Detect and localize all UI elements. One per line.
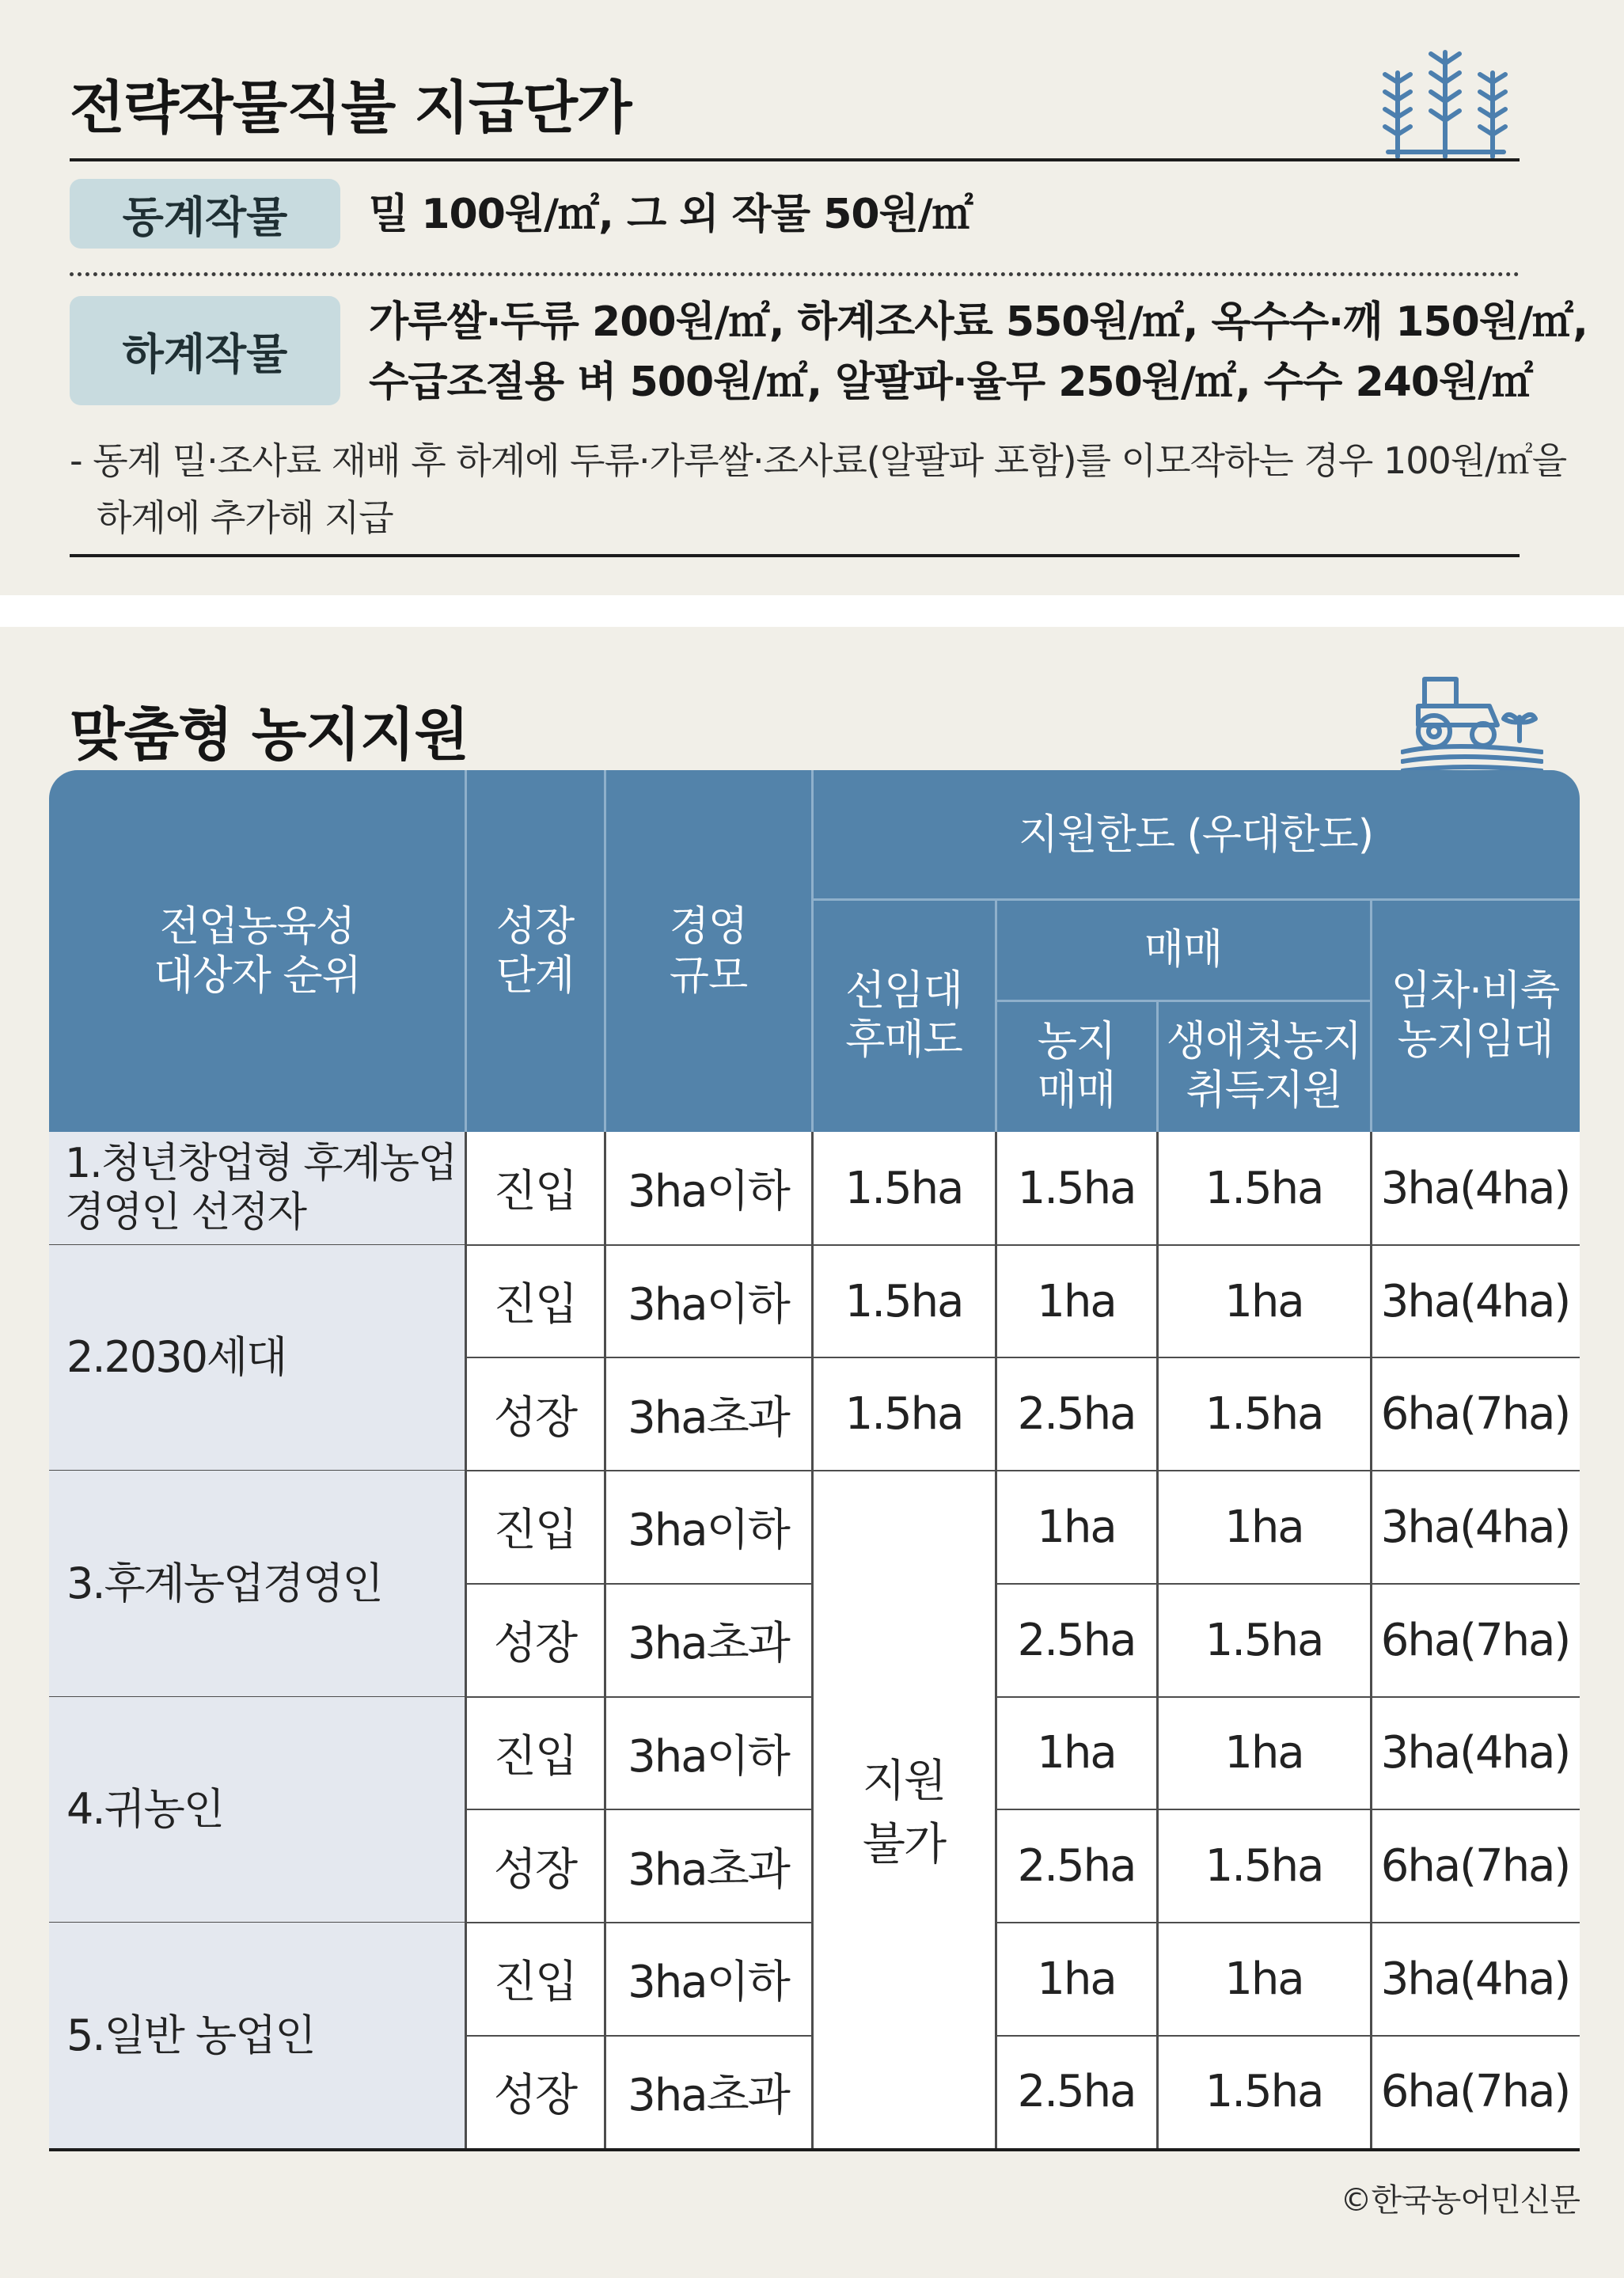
header-support-limit: 지원한도 (우대한도) [1019, 811, 1373, 859]
farmland-sale-cell: 2.5ha [1017, 1388, 1136, 1441]
farmland-sale-cell: 2.5ha [1017, 2066, 1136, 2118]
stage-cell: 진입 [493, 1730, 577, 1783]
header-stage: 성장 단계 [495, 902, 575, 1000]
header-scale: 경영 규모 [669, 902, 748, 1000]
row-divider [996, 1357, 1580, 1358]
farmland-sale-cell: 1.5ha [1017, 1162, 1136, 1214]
scale-cell: 3ha이하 [628, 1505, 789, 1557]
stage-cell: 성장 [493, 1391, 577, 1444]
row-divider [996, 2035, 1580, 2037]
stage-cell: 성장 [493, 2069, 577, 2121]
first-farmland-cell: 1.5ha [1205, 1840, 1323, 1893]
farmland-sale-cell: 1ha [1037, 1275, 1116, 1327]
header-divider [811, 770, 814, 1132]
header-sale: 매매 [1144, 926, 1223, 974]
column-divider [1156, 1132, 1159, 2148]
tractor-icon [1401, 670, 1543, 773]
winter-crop-rates: 밀 100원/㎡, 그 외 작물 50원/㎡ [369, 191, 973, 238]
row-divider [465, 1583, 812, 1585]
column-divider [465, 1132, 467, 2148]
scale-cell: 3ha초과 [628, 1391, 789, 1444]
row-divider [996, 1809, 1580, 1810]
row-divider [465, 1357, 812, 1358]
dotted-divider [70, 272, 1520, 276]
first-farmland-cell: 1.5ha [1205, 2066, 1323, 2118]
column-divider [604, 1132, 606, 2148]
column-divider [995, 1132, 997, 2148]
copyright-credit: ©한국농어민신문 [1340, 2182, 1580, 2219]
farmland-sale-cell: 2.5ha [1017, 1840, 1136, 1893]
rank-label: 3.후계농업경영인 [49, 1471, 465, 1696]
farmland-sale-cell: 2.5ha [1017, 1614, 1136, 1666]
rental-cell: 3ha(4ha) [1380, 1501, 1570, 1553]
rental-cell: 6ha(7ha) [1380, 1614, 1570, 1666]
scale-cell: 3ha초과 [628, 2069, 789, 2121]
header-lease-then-sale: 선임대 후매도 [845, 967, 962, 1064]
winter-crop-badge: 동계작물 [70, 179, 340, 249]
header-divider [1156, 1000, 1159, 1132]
rental-cell: 3ha(4ha) [1380, 1727, 1570, 1779]
stage-cell: 성장 [493, 1618, 577, 1670]
stage-cell: 진입 [493, 1957, 577, 2009]
header-first-farmland: 생애첫농지 취득지원 [1166, 1018, 1362, 1114]
summer-crop-rates-line2: 수급조절용 벼 500원/㎡, 알팔파·율무 250원/㎡, 수수 240원/㎡ [369, 359, 1533, 406]
row-divider [996, 1583, 1580, 1585]
scale-cell: 3ha초과 [628, 1618, 789, 1670]
rental-cell: 6ha(7ha) [1380, 1840, 1570, 1893]
rental-cell: 6ha(7ha) [1380, 2066, 1570, 2118]
section-title-strategic-crop: 전략작물직불 지급단가 [70, 74, 632, 141]
first-farmland-cell: 1ha [1224, 1953, 1303, 2005]
first-farmland-cell: 1ha [1224, 1501, 1303, 1553]
summer-crop-rates-line1: 가루쌀·두류 200원/㎡, 하계조사료 550원/㎡, 옥수수·깨 150원/㎡, [369, 298, 1588, 346]
row-divider [465, 1809, 812, 1810]
wheat-icon [1372, 41, 1518, 160]
rank-label: 5.일반 농업인 [49, 1923, 465, 2148]
section-title-farmland-support: 맞춤형 농지지원 [70, 701, 469, 768]
scale-cell: 3ha이하 [628, 1279, 789, 1331]
stage-cell: 진입 [493, 1505, 577, 1557]
stage-cell: 진입 [493, 1166, 577, 1218]
header-rank: 전업농육성 대상자 순위 [154, 902, 361, 1000]
farmland-sale-cell: 1ha [1037, 1501, 1116, 1553]
strategic-crop-panel [0, 0, 1624, 595]
double-crop-note-line2: 하계에 추가해 지급 [97, 496, 393, 539]
stage-cell: 진입 [493, 1279, 577, 1331]
header-divider [996, 1000, 1371, 1002]
lease-cell: 1.5ha [844, 1388, 963, 1441]
column-divider [811, 1132, 814, 2148]
row-divider [465, 2035, 812, 2037]
farmland-sale-cell: 1ha [1037, 1727, 1116, 1779]
header-divider [465, 770, 467, 1132]
first-farmland-cell: 1ha [1224, 1727, 1303, 1779]
scale-cell: 3ha이하 [628, 1166, 789, 1218]
rental-cell: 6ha(7ha) [1380, 1388, 1570, 1441]
first-farmland-cell: 1.5ha [1205, 1614, 1323, 1666]
row-divider [812, 1357, 996, 1358]
header-farmland-sale: 농지 매매 [1037, 1018, 1116, 1114]
scale-cell: 3ha이하 [628, 1730, 789, 1783]
rank-label: 1.청년창업형 후계농업 경영인 선정자 [49, 1132, 465, 1245]
column-divider [1370, 1132, 1372, 2148]
first-farmland-cell: 1.5ha [1205, 1162, 1323, 1214]
title-rule [70, 158, 1520, 161]
rental-cell: 3ha(4ha) [1380, 1953, 1570, 2005]
first-farmland-cell: 1.5ha [1205, 1388, 1323, 1441]
bottom-rule [70, 554, 1520, 557]
rank-label: 4.귀농인 [49, 1697, 465, 1923]
farmland-sale-cell: 1ha [1037, 1953, 1116, 2005]
summer-crop-badge: 하계작물 [70, 296, 340, 405]
header-divider [812, 898, 1580, 901]
scale-cell: 3ha초과 [628, 1843, 789, 1896]
first-farmland-cell: 1ha [1224, 1275, 1303, 1327]
rank-label: 2.2030세대 [49, 1245, 465, 1471]
header-divider [995, 899, 997, 1132]
table-bottom-rule [49, 2148, 1580, 2151]
unsupported-cell: 지원 불가 [862, 1756, 946, 1871]
double-crop-note-line1: - 동계 밀·조사료 재배 후 하계에 두류·가루쌀·조사료(알팔파 포함)를 이모작하는 경우 100원/㎡을 [70, 439, 1567, 482]
header-rental: 임차·비축 농지임대 [1391, 967, 1560, 1064]
header-divider [1370, 899, 1372, 1132]
rental-cell: 3ha(4ha) [1380, 1275, 1570, 1327]
panel-gap [0, 595, 1624, 627]
scale-cell: 3ha이하 [628, 1957, 789, 2009]
lease-cell: 1.5ha [844, 1275, 963, 1327]
rental-cell: 3ha(4ha) [1380, 1162, 1570, 1214]
stage-cell: 성장 [493, 1843, 577, 1896]
header-divider [604, 770, 606, 1132]
lease-cell: 1.5ha [844, 1162, 963, 1214]
